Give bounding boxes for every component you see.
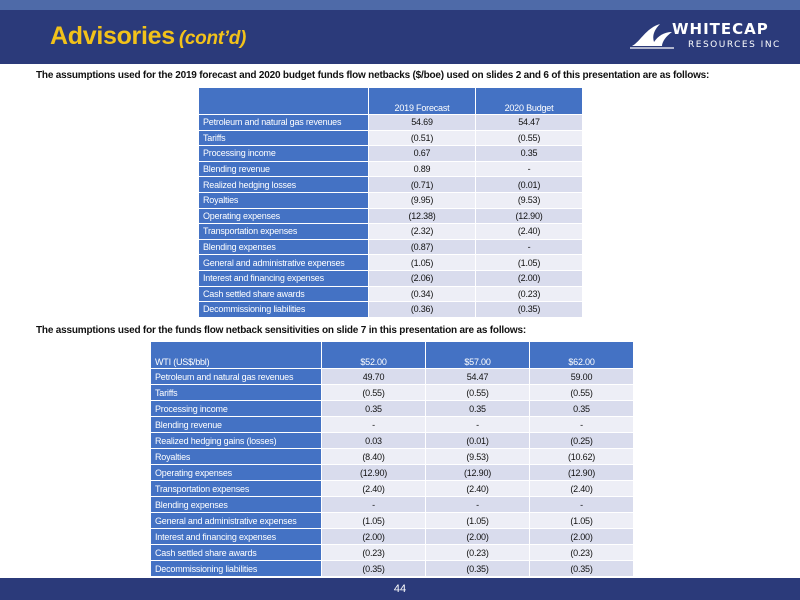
- table-cell: (0.25): [530, 433, 634, 449]
- table-cell: (0.23): [426, 545, 530, 561]
- table-cell: (2.40): [322, 481, 426, 497]
- table-cell: (0.71): [369, 177, 476, 193]
- table-row: [151, 545, 634, 561]
- table-cell: -: [322, 417, 426, 433]
- table-cell: (12.90): [530, 465, 634, 481]
- row-label: Cash settled share awards: [199, 286, 369, 302]
- table-cell: (0.23): [322, 545, 426, 561]
- table-cell: (0.55): [322, 385, 426, 401]
- column-header: 2020 Budget: [476, 88, 583, 115]
- table-cell: 59.00: [530, 369, 634, 385]
- column-header: 2019 Forecast: [369, 88, 476, 115]
- table-row: [199, 208, 583, 224]
- table-row: [199, 115, 583, 131]
- table-row: [199, 224, 583, 240]
- table-cell: 0.35: [476, 146, 583, 162]
- table-cell: (9.95): [369, 192, 476, 208]
- forecast-budget-table: [198, 87, 583, 318]
- table-cell: (2.00): [322, 529, 426, 545]
- table-cell: (1.05): [369, 255, 476, 271]
- table-cell: 54.69: [369, 115, 476, 131]
- table-cell: -: [530, 497, 634, 513]
- table-row: [151, 369, 634, 385]
- table-cell: (0.55): [476, 130, 583, 146]
- table-cell: 49.70: [322, 369, 426, 385]
- row-label: General and administrative expenses: [151, 513, 322, 529]
- table-cell: (1.05): [426, 513, 530, 529]
- table-cell: (2.32): [369, 224, 476, 240]
- table-row: [199, 177, 583, 193]
- forecast-table-header: [199, 88, 583, 115]
- table-row: [151, 529, 634, 545]
- table-row: [199, 192, 583, 208]
- table-cell: (0.55): [530, 385, 634, 401]
- table-cell: (1.05): [322, 513, 426, 529]
- row-label: Petroleum and natural gas revenues: [151, 369, 322, 385]
- row-label: Transportation expenses: [199, 224, 369, 240]
- table-row: [151, 465, 634, 481]
- table-corner-header: [199, 88, 369, 115]
- table-row: [151, 401, 634, 417]
- slide-title-suffix: (cont’d): [178, 28, 247, 49]
- table-cell: (12.38): [369, 208, 476, 224]
- table-cell: (2.00): [530, 529, 634, 545]
- table-cell: (10.62): [530, 449, 634, 465]
- table-cell: (2.00): [426, 529, 530, 545]
- table-cell: -: [322, 497, 426, 513]
- row-label: Royalties: [199, 192, 369, 208]
- table-row: [199, 255, 583, 271]
- table-cell: (8.40): [322, 449, 426, 465]
- row-label: Petroleum and natural gas revenues: [199, 115, 369, 131]
- logo-subtext: RESOURCES INC: [688, 40, 781, 50]
- table-row: [151, 561, 634, 577]
- table-cell: (2.00): [476, 270, 583, 286]
- table-row: [199, 130, 583, 146]
- table-cell: (0.35): [530, 561, 634, 577]
- table-cell: (2.40): [530, 481, 634, 497]
- table-row: [151, 449, 634, 465]
- table-row: [199, 161, 583, 177]
- table-row: [151, 513, 634, 529]
- column-header: $52.00: [322, 342, 426, 369]
- slide-title: [50, 22, 246, 51]
- table-cell: 0.35: [426, 401, 530, 417]
- table-cell: (2.40): [476, 224, 583, 240]
- row-label: Processing income: [199, 146, 369, 162]
- table-cell: (0.01): [426, 433, 530, 449]
- table-cell: (1.05): [530, 513, 634, 529]
- table-row: [151, 481, 634, 497]
- column-header: $62.00: [530, 342, 634, 369]
- forecast-table-body: [199, 115, 583, 318]
- table-cell: (12.90): [476, 208, 583, 224]
- table-cell: (2.06): [369, 270, 476, 286]
- row-label: Processing income: [151, 401, 322, 417]
- slide-footer: [0, 578, 800, 600]
- table-cell: (0.36): [369, 302, 476, 318]
- row-label: Tariffs: [151, 385, 322, 401]
- table-cell: 0.67: [369, 146, 476, 162]
- table-corner-header: WTI (US$/bbl): [151, 342, 322, 369]
- row-label: Decommissioning liabilities: [199, 302, 369, 318]
- sensitivity-intro-text: The assumptions used for the funds flow netback sensitivities on slide 7 in this presentation are as follows:: [36, 325, 526, 336]
- table-header-row: [199, 88, 583, 115]
- table-cell: (0.34): [369, 286, 476, 302]
- slide-header: [0, 0, 800, 64]
- table-cell: -: [476, 161, 583, 177]
- page-number: 44: [393, 583, 407, 595]
- table-row: [199, 286, 583, 302]
- table-cell: -: [426, 417, 530, 433]
- column-header: $57.00: [426, 342, 530, 369]
- company-logo: [630, 14, 790, 58]
- row-label: Blending revenue: [199, 161, 369, 177]
- row-label: Blending expenses: [151, 497, 322, 513]
- table-cell: 0.35: [530, 401, 634, 417]
- slide-title-text: Advisories: [50, 22, 175, 50]
- table-cell: (0.23): [476, 286, 583, 302]
- sensitivity-table-header: [151, 342, 634, 369]
- table-header-row: [151, 342, 634, 369]
- row-label: Blending expenses: [199, 239, 369, 255]
- table-cell: (0.87): [369, 239, 476, 255]
- row-label: Transportation expenses: [151, 481, 322, 497]
- table-cell: (12.90): [426, 465, 530, 481]
- table-cell: -: [426, 497, 530, 513]
- table-cell: (9.53): [476, 192, 583, 208]
- table-row: [151, 433, 634, 449]
- table-cell: 0.03: [322, 433, 426, 449]
- table-cell: 0.35: [322, 401, 426, 417]
- table-row: [151, 385, 634, 401]
- row-label: Royalties: [151, 449, 322, 465]
- forecast-intro-text: The assumptions used for the 2019 forecast and 2020 budget funds flow netbacks ($/boe) used on slides 2 and 6 of this presentation are as follows:: [36, 70, 710, 81]
- table-cell: 54.47: [476, 115, 583, 131]
- table-cell: -: [476, 239, 583, 255]
- table-cell: (0.35): [426, 561, 530, 577]
- table-row: [199, 270, 583, 286]
- table-cell: (2.40): [426, 481, 530, 497]
- table-cell: (9.53): [426, 449, 530, 465]
- row-label: Realized hedging gains (losses): [151, 433, 322, 449]
- table-cell: (0.35): [476, 302, 583, 318]
- row-label: Interest and financing expenses: [199, 270, 369, 286]
- row-label: Blending revenue: [151, 417, 322, 433]
- row-label: Decommissioning liabilities: [151, 561, 322, 577]
- table-row: [199, 146, 583, 162]
- row-label: Realized hedging losses: [199, 177, 369, 193]
- row-label: Tariffs: [199, 130, 369, 146]
- table-row: [199, 302, 583, 318]
- table-cell: (0.51): [369, 130, 476, 146]
- table-cell: 54.47: [426, 369, 530, 385]
- row-label: Interest and financing expenses: [151, 529, 322, 545]
- wave-icon: [630, 20, 674, 50]
- table-row: [151, 497, 634, 513]
- table-cell: -: [530, 417, 634, 433]
- header-stripe: [0, 0, 800, 10]
- table-cell: 0.89: [369, 161, 476, 177]
- table-row: [151, 417, 634, 433]
- logo-wordmark: WHITECAP: [672, 20, 769, 38]
- sensitivity-table-body: [151, 369, 634, 577]
- table-cell: (0.35): [322, 561, 426, 577]
- table-cell: (1.05): [476, 255, 583, 271]
- row-label: Cash settled share awards: [151, 545, 322, 561]
- table-cell: (0.23): [530, 545, 634, 561]
- table-cell: (12.90): [322, 465, 426, 481]
- row-label: Operating expenses: [199, 208, 369, 224]
- row-label: General and administrative expenses: [199, 255, 369, 271]
- row-label: Operating expenses: [151, 465, 322, 481]
- table-row: [199, 239, 583, 255]
- sensitivity-table: [150, 341, 634, 577]
- table-cell: (0.01): [476, 177, 583, 193]
- table-cell: (0.55): [426, 385, 530, 401]
